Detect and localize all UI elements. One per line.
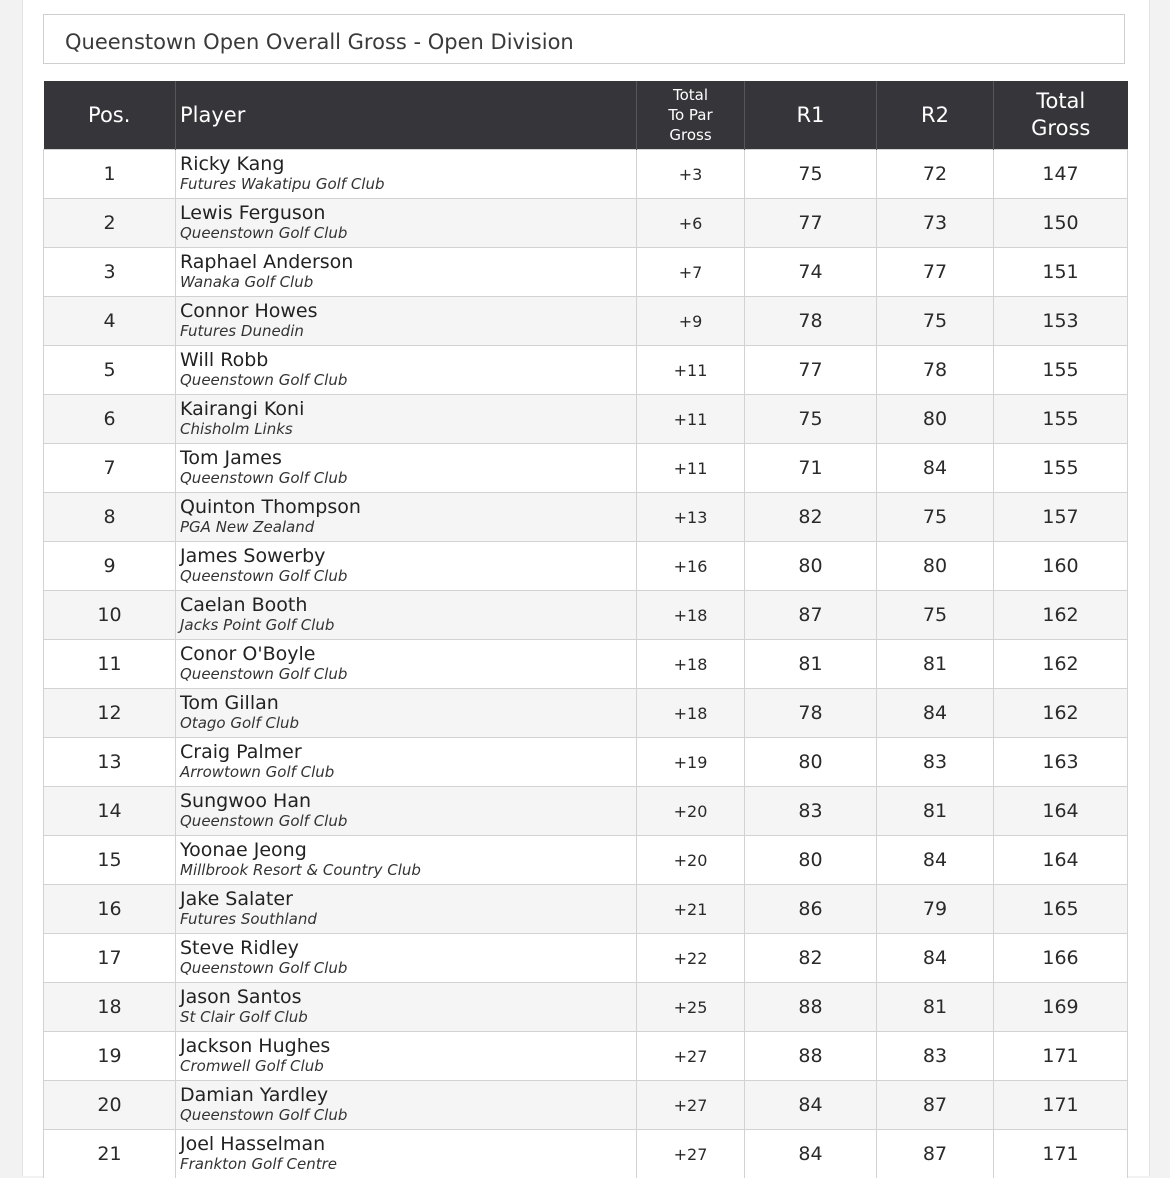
cell-total-gross: 153 [994, 297, 1128, 346]
page-title: Queenstown Open Overall Gross - Open Division [65, 30, 574, 54]
player-name[interactable]: Kairangi Koni [180, 398, 636, 420]
cell-pos: 13 [44, 738, 176, 787]
table-row[interactable] [44, 248, 1128, 297]
cell-pos: 16 [44, 885, 176, 934]
column-header-total-gross[interactable] [994, 81, 1128, 150]
cell-pos: 14 [44, 787, 176, 836]
to-par-header-line: Gross [637, 125, 744, 145]
cell-player[interactable] [176, 787, 637, 836]
cell-r1: 80 [745, 738, 877, 787]
player-club: Queenstown Golf Club [180, 371, 636, 390]
cell-total-gross: 163 [994, 738, 1128, 787]
to-par-header-line: To Par [637, 105, 744, 125]
player-name[interactable]: Caelan Booth [180, 594, 636, 616]
cell-player[interactable] [176, 297, 637, 346]
column-header-r2[interactable]: R2 [877, 81, 994, 150]
cell-pos: 4 [44, 297, 176, 346]
cell-player[interactable] [176, 395, 637, 444]
cell-r1: 77 [745, 346, 877, 395]
player-club: Arrowtown Golf Club [180, 763, 636, 782]
cell-r1: 88 [745, 983, 877, 1032]
table-row[interactable] [44, 297, 1128, 346]
cell-player[interactable] [176, 983, 637, 1032]
cell-pos: 5 [44, 346, 176, 395]
cell-r1: 80 [745, 836, 877, 885]
player-club: St Clair Golf Club [180, 1008, 636, 1027]
cell-r1: 78 [745, 689, 877, 738]
cell-total-gross: 164 [994, 836, 1128, 885]
player-club: Wanaka Golf Club [180, 273, 636, 292]
cell-r1: 74 [745, 248, 877, 297]
cell-r2: 81 [877, 640, 994, 689]
leaderboard-table [43, 81, 1128, 1178]
cell-player[interactable] [176, 542, 637, 591]
player-club: Cromwell Golf Club [180, 1057, 636, 1076]
cell-total-gross: 155 [994, 395, 1128, 444]
cell-r1: 82 [745, 493, 877, 542]
cell-to-par: +7 [637, 248, 745, 297]
cell-total-gross: 166 [994, 934, 1128, 983]
table-row[interactable] [44, 836, 1128, 885]
cell-r2: 84 [877, 934, 994, 983]
cell-pos: 12 [44, 689, 176, 738]
player-club: Queenstown Golf Club [180, 812, 636, 831]
cell-to-par: +18 [637, 689, 745, 738]
cell-r2: 84 [877, 689, 994, 738]
table-row[interactable] [44, 934, 1128, 983]
cell-r2: 75 [877, 493, 994, 542]
player-name[interactable]: James Sowerby [180, 545, 636, 567]
cell-r2: 84 [877, 836, 994, 885]
cell-to-par: +22 [637, 934, 745, 983]
cell-pos: 10 [44, 591, 176, 640]
cell-player[interactable] [176, 738, 637, 787]
cell-r1: 71 [745, 444, 877, 493]
cell-to-par: +9 [637, 297, 745, 346]
table-row[interactable] [44, 346, 1128, 395]
cell-player[interactable] [176, 199, 637, 248]
player-club: Futures Dunedin [180, 322, 636, 341]
cell-r1: 78 [745, 297, 877, 346]
table-row[interactable] [44, 150, 1128, 199]
cell-pos: 3 [44, 248, 176, 297]
cell-pos: 20 [44, 1081, 176, 1130]
table-row[interactable] [44, 542, 1128, 591]
cell-r1: 88 [745, 1032, 877, 1081]
column-header-pos[interactable]: Pos. [44, 81, 176, 150]
cell-r1: 87 [745, 591, 877, 640]
player-name[interactable]: Yoonae Jeong [180, 839, 636, 861]
player-name[interactable]: Jake Salater [180, 888, 636, 910]
player-club: Queenstown Golf Club [180, 959, 636, 978]
cell-pos: 19 [44, 1032, 176, 1081]
cell-to-par: +20 [637, 836, 745, 885]
table-row[interactable] [44, 591, 1128, 640]
cell-pos: 18 [44, 983, 176, 1032]
player-club: Chisholm Links [180, 420, 636, 439]
player-club: Millbrook Resort & Country Club [180, 861, 636, 880]
cell-to-par: +11 [637, 395, 745, 444]
cell-pos: 8 [44, 493, 176, 542]
cell-r2: 83 [877, 738, 994, 787]
cell-total-gross: 155 [994, 444, 1128, 493]
cell-total-gross: 162 [994, 640, 1128, 689]
cell-to-par: +11 [637, 444, 745, 493]
cell-r1: 75 [745, 150, 877, 199]
cell-total-gross: 151 [994, 248, 1128, 297]
table-row[interactable] [44, 1081, 1128, 1130]
cell-player[interactable] [176, 1130, 637, 1178]
cell-r1: 83 [745, 787, 877, 836]
cell-pos: 2 [44, 199, 176, 248]
leaderboard-title-box [43, 14, 1125, 64]
player-name[interactable]: Joel Hasselman [180, 1133, 636, 1155]
player-name[interactable]: Jason Santos [180, 986, 636, 1008]
cell-r2: 78 [877, 346, 994, 395]
cell-to-par: +3 [637, 150, 745, 199]
cell-to-par: +27 [637, 1081, 745, 1130]
cell-total-gross: 171 [994, 1081, 1128, 1130]
cell-player[interactable] [176, 836, 637, 885]
table-row[interactable] [44, 983, 1128, 1032]
player-club: Queenstown Golf Club [180, 224, 636, 243]
player-name[interactable]: Lewis Ferguson [180, 202, 636, 224]
player-name[interactable]: Damian Yardley [180, 1084, 636, 1106]
column-header-r1[interactable]: R1 [745, 81, 877, 150]
cell-r2: 81 [877, 787, 994, 836]
cell-player[interactable] [176, 493, 637, 542]
cell-player[interactable] [176, 248, 637, 297]
cell-to-par: +19 [637, 738, 745, 787]
player-name[interactable]: Tom Gillan [180, 692, 636, 714]
player-name[interactable]: Will Robb [180, 349, 636, 371]
cell-total-gross: 171 [994, 1032, 1128, 1081]
cell-to-par: +27 [637, 1032, 745, 1081]
player-name[interactable]: Connor Howes [180, 300, 636, 322]
cell-to-par: +16 [637, 542, 745, 591]
cell-to-par: +21 [637, 885, 745, 934]
cell-total-gross: 150 [994, 199, 1128, 248]
table-row[interactable] [44, 199, 1128, 248]
player-club: Queenstown Golf Club [180, 1106, 636, 1125]
table-row[interactable] [44, 1032, 1128, 1081]
cell-pos: 11 [44, 640, 176, 689]
cell-r2: 83 [877, 1032, 994, 1081]
player-name[interactable]: Jackson Hughes [180, 1035, 636, 1057]
player-club: Queenstown Golf Club [180, 567, 636, 586]
player-name[interactable]: Craig Palmer [180, 741, 636, 763]
cell-r2: 84 [877, 444, 994, 493]
column-header-player[interactable]: Player [176, 81, 637, 150]
to-par-header-line: Total [637, 85, 744, 105]
table-row[interactable] [44, 689, 1128, 738]
cell-pos: 1 [44, 150, 176, 199]
cell-total-gross: 162 [994, 689, 1128, 738]
player-name[interactable]: Raphael Anderson [180, 251, 636, 273]
player-club: Futures Southland [180, 910, 636, 929]
cell-pos: 17 [44, 934, 176, 983]
leaderboard-body [44, 150, 1128, 1178]
player-name[interactable]: Tom James [180, 447, 636, 469]
cell-r2: 77 [877, 248, 994, 297]
table-row[interactable] [44, 787, 1128, 836]
cell-to-par: +6 [637, 199, 745, 248]
cell-r2: 75 [877, 591, 994, 640]
cell-r1: 81 [745, 640, 877, 689]
player-club: Jacks Point Golf Club [180, 616, 636, 635]
cell-total-gross: 165 [994, 885, 1128, 934]
cell-player[interactable] [176, 689, 637, 738]
table-row[interactable] [44, 1130, 1128, 1178]
table-row[interactable] [44, 395, 1128, 444]
player-club: Futures Wakatipu Golf Club [180, 175, 636, 194]
cell-r1: 77 [745, 199, 877, 248]
cell-r2: 79 [877, 885, 994, 934]
player-name[interactable]: Conor O'Boyle [180, 643, 636, 665]
player-club: Queenstown Golf Club [180, 665, 636, 684]
table-row[interactable] [44, 444, 1128, 493]
cell-pos: 7 [44, 444, 176, 493]
player-club: Otago Golf Club [180, 714, 636, 733]
cell-r2: 80 [877, 542, 994, 591]
cell-to-par: +13 [637, 493, 745, 542]
total-header-line: Total [994, 88, 1128, 115]
cell-player[interactable] [176, 150, 637, 199]
cell-player[interactable] [176, 444, 637, 493]
cell-r2: 73 [877, 199, 994, 248]
column-header-to-par[interactable] [637, 81, 745, 150]
cell-pos: 15 [44, 836, 176, 885]
cell-player[interactable] [176, 1032, 637, 1081]
player-club: Queenstown Golf Club [180, 469, 636, 488]
cell-to-par: +11 [637, 346, 745, 395]
cell-player[interactable] [176, 934, 637, 983]
player-name[interactable]: Ricky Kang [180, 153, 636, 175]
cell-r1: 80 [745, 542, 877, 591]
cell-r2: 87 [877, 1130, 994, 1178]
player-club: Frankton Golf Centre [180, 1155, 636, 1174]
cell-player[interactable] [176, 346, 637, 395]
cell-to-par: +25 [637, 983, 745, 1032]
cell-to-par: +27 [637, 1130, 745, 1178]
cell-to-par: +18 [637, 591, 745, 640]
cell-r1: 84 [745, 1081, 877, 1130]
table-row[interactable] [44, 738, 1128, 787]
player-name[interactable]: Quinton Thompson [180, 496, 636, 518]
cell-total-gross: 155 [994, 346, 1128, 395]
cell-r1: 84 [745, 1130, 877, 1178]
cell-total-gross: 162 [994, 591, 1128, 640]
cell-total-gross: 160 [994, 542, 1128, 591]
cell-r1: 86 [745, 885, 877, 934]
cell-pos: 6 [44, 395, 176, 444]
player-name[interactable]: Sungwoo Han [180, 790, 636, 812]
table-row[interactable] [44, 493, 1128, 542]
cell-to-par: +20 [637, 787, 745, 836]
cell-total-gross: 171 [994, 1130, 1128, 1178]
player-name[interactable]: Steve Ridley [180, 937, 636, 959]
cell-r2: 81 [877, 983, 994, 1032]
table-row[interactable] [44, 640, 1128, 689]
total-header-line: Gross [994, 115, 1128, 142]
cell-total-gross: 147 [994, 150, 1128, 199]
table-header-row [44, 81, 1128, 150]
player-club: PGA New Zealand [180, 518, 636, 537]
cell-total-gross: 169 [994, 983, 1128, 1032]
cell-to-par: +18 [637, 640, 745, 689]
cell-r2: 80 [877, 395, 994, 444]
cell-player[interactable] [176, 1081, 637, 1130]
cell-pos: 9 [44, 542, 176, 591]
cell-player[interactable] [176, 640, 637, 689]
cell-total-gross: 164 [994, 787, 1128, 836]
cell-r2: 87 [877, 1081, 994, 1130]
cell-player[interactable] [176, 885, 637, 934]
cell-pos: 21 [44, 1130, 176, 1178]
cell-player[interactable] [176, 591, 637, 640]
cell-r1: 82 [745, 934, 877, 983]
cell-r2: 75 [877, 297, 994, 346]
cell-r1: 75 [745, 395, 877, 444]
table-row[interactable] [44, 885, 1128, 934]
cell-r2: 72 [877, 150, 994, 199]
cell-total-gross: 157 [994, 493, 1128, 542]
